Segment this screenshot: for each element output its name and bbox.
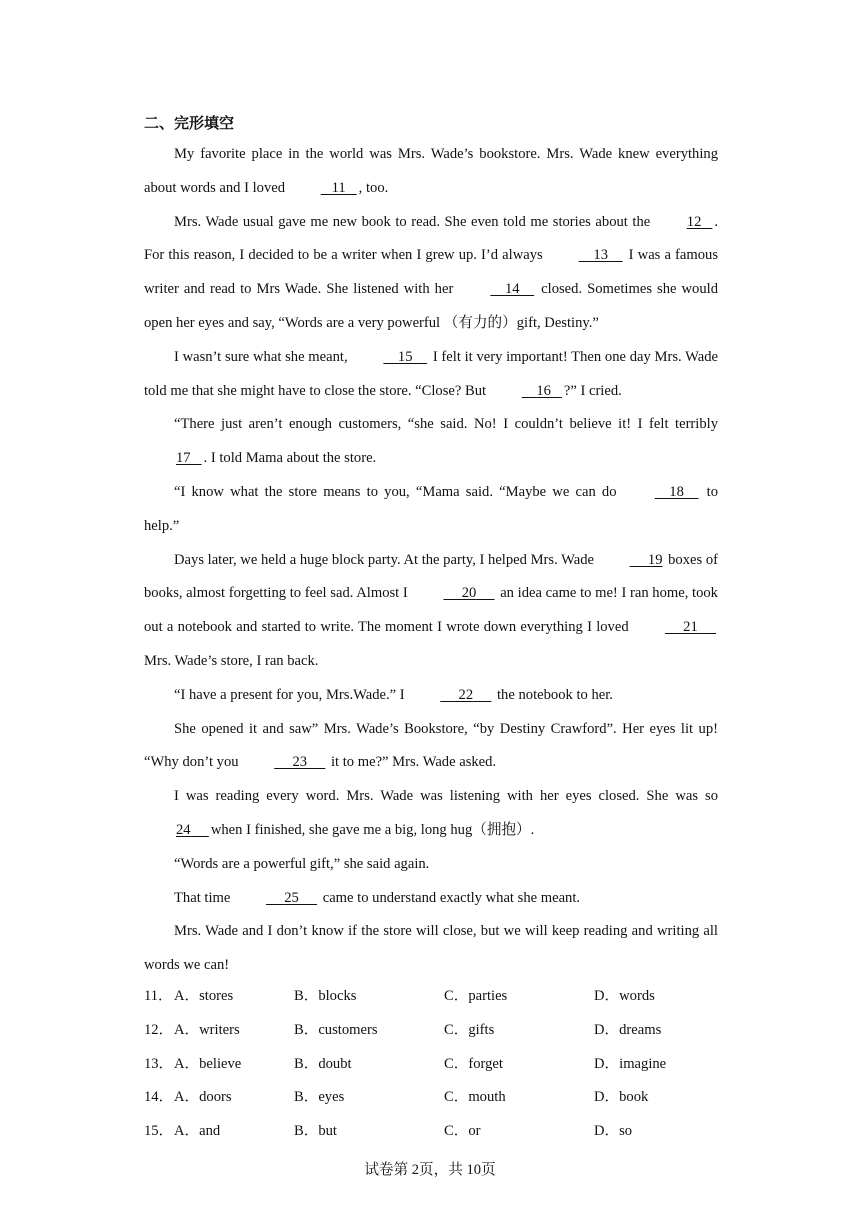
blank-13: 13 [593,247,608,264]
blank-22: 22 [458,686,474,703]
blank-16: 16 [536,382,551,399]
option-a[interactable]: A．stores [174,988,234,1004]
blank-15: 15 [397,348,413,365]
option-b[interactable]: B．eyes [294,1089,345,1106]
question-11-options [144,980,744,1014]
option-c[interactable]: C．forget [444,1055,503,1072]
paragraph-2: Mrs. Wade usual gave me new book to read. She even told me stories about the 12 . For this reason, I decided to be a writer when I grew up. I’d always 13 I was a famous writer and read to Mrs Wade. She listened with her 14 closed. Sometimes she would open her eyes and say, “Words are a very powerful （有力的）gift, Destiny.” [144,206,718,341]
option-d[interactable]: D．words [594,988,655,1004]
paragraph-1: My favorite place in the world was Mrs. Wade’s bookstore. Mrs. Wade knew everything about words and I loved 11 , too. [144,138,718,206]
option-a[interactable]: A．believe [174,1055,242,1072]
option-b[interactable]: B．customers [294,1021,378,1038]
question-number: 12． [144,1021,174,1038]
question-15-options [144,1115,744,1149]
blank-21: 21 [683,619,698,636]
option-a[interactable]: A．writers [174,1021,240,1038]
blank-17: 17 [176,450,191,467]
option-c[interactable]: C．or [444,1123,481,1140]
paragraph-9: I was reading every word. Mrs. Wade was listening with her eyes closed. She was so 24 when I finished, she gave me a big, long hug（拥抱）. [144,780,718,848]
question-12-options [144,1014,744,1048]
question-13-options [144,1048,744,1082]
option-a[interactable]: A．and [174,1123,221,1140]
option-b[interactable]: B．doubt [294,1055,352,1072]
option-d[interactable]: D．dreams [594,1021,662,1038]
answer-options [144,980,744,1149]
option-d[interactable]: D．book [594,1089,649,1106]
blank-20: 20 [461,585,477,602]
blank-25: 25 [284,889,299,906]
option-b[interactable]: B．blocks [294,988,357,1004]
option-d[interactable]: D．so [594,1123,633,1140]
option-c[interactable]: C．gifts [444,1021,495,1038]
question-14-options [144,1081,744,1115]
paragraph-3: I wasn’t sure what she meant, 15 I felt it very important! Then one day Mrs. Wade told me that she might have to close the store. “Close? But 16 ?” I cried. [144,341,718,409]
paragraph-11: That time 25 came to understand exactly what she meant. [144,882,718,916]
blank-18: 18 [669,483,684,500]
blank-14: 14 [504,281,520,298]
blank-19: 19 [647,551,663,568]
paragraph-6: Days later, we held a huge block party. At the party, I helped Mrs. Wade 19 boxes of books, almost forgetting to feel sad. Almost I 20 an idea came to me! I ran home, took out a notebook and started to write. The moment I wrote down everything I loved 21 Mrs. Wade’s store, I ran back. [144,544,718,679]
paragraph-7: “I have a present for you, Mrs.Wade.” I 22 the notebook to her. [144,679,718,713]
paragraph-8: She opened it and saw” Mrs. Wade’s Bookstore, “by Destiny Crawford”. Her eyes lit up! “Why don’t you 23 it to me?” Mrs. Wade asked. [144,713,718,781]
option-c[interactable]: C．parties [444,988,508,1004]
paragraph-4: “There just aren’t enough customers, “she said. No! I couldn’t believe it! I felt terribly 17 . I told Mama about the store. [144,408,718,476]
cloze-passage [144,138,718,983]
question-number: 13． [144,1055,174,1072]
blank-11: 11 [331,179,346,196]
question-number: 14． [144,1089,174,1106]
option-d[interactable]: D．imagine [594,1055,667,1072]
paragraph-5: “I know what the store means to you, “Mama said. “Maybe we can do 18 to help.” [144,476,718,544]
blank-24: 24 [176,821,191,838]
paragraph-10: “Words are a powerful gift,” she said again. [174,855,430,872]
option-c[interactable]: C．mouth [444,1089,506,1106]
question-number: 11． [144,988,173,1004]
page-footer: 试卷第 2页，共 10页 [364,1162,496,1178]
option-a[interactable]: A．doors [174,1089,232,1106]
section-title: 二、完形填空 [144,114,235,132]
option-b[interactable]: B．but [294,1123,337,1140]
paragraph-12: Mrs. Wade and I don’t know if the store will close, but we will keep reading and writing all words we can! [144,923,718,974]
blank-23: 23 [292,754,308,771]
question-number: 15． [144,1123,174,1140]
blank-12: 12 [686,213,702,230]
